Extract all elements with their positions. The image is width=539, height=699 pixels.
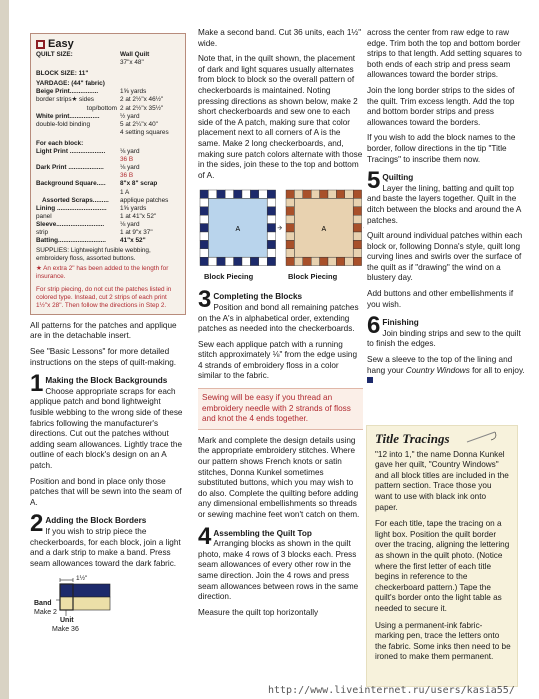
measure-paragraph: Measure the quilt top horizontally	[198, 607, 319, 617]
binding-label: double-fold binding	[36, 120, 91, 128]
checker-square	[208, 258, 216, 266]
title-tracings-box	[366, 425, 518, 687]
sleeve-amount: ⅛ yard	[120, 220, 140, 228]
top-bottom-row	[36, 105, 180, 113]
step-6-number: 6	[367, 315, 381, 340]
checker-square	[353, 190, 361, 198]
dark-print-row	[36, 164, 180, 172]
checker-square	[353, 249, 361, 257]
title-tracings-heading: Title Tracings	[375, 431, 450, 446]
beige-print-label: Beige Print................	[36, 88, 99, 96]
checker-square	[200, 199, 208, 207]
step-3	[198, 289, 363, 339]
lining-row	[36, 205, 180, 213]
step-4	[198, 526, 363, 608]
supplies-note: SUPPLIES: Lightweight fusible webbing, embroidery floss, assorted buttons.	[36, 247, 151, 263]
checker-square	[267, 232, 275, 240]
step-1-heading: Making the Block Backgrounds	[45, 376, 168, 386]
checker-square	[217, 190, 225, 198]
band-width-label: 1½"	[76, 575, 88, 583]
light-print-row	[36, 148, 180, 156]
checker-square	[259, 258, 267, 266]
block-piecing-caption-2: Block Piecing	[288, 272, 338, 282]
step-5	[367, 170, 527, 231]
setting-squares: 4 setting squares	[120, 128, 169, 136]
press-arrow-icon	[278, 226, 282, 230]
step-1-number: 1	[30, 373, 44, 398]
checker-square	[200, 258, 208, 266]
binding-row	[36, 121, 180, 129]
column-3	[367, 28, 527, 392]
step-5-number: 5	[367, 170, 381, 195]
background-square-amount: 8"x 8" scrap	[120, 180, 158, 188]
checker-square	[267, 216, 275, 224]
title-tracings-p2: For each title, tape the tracing on a light box. Position the quilt border over the tracing, aligning the lettering as shown in the quilt photo. (Notice where the first letter of each title begins in reference to the checkerboard pattern.) Tape the quilt's border onto the light table as needed to secure it.	[375, 519, 510, 613]
band-make-label: Make 2	[34, 609, 57, 617]
checker-square	[200, 249, 208, 257]
band-unit-diagram	[30, 576, 186, 634]
checker-square	[286, 258, 294, 266]
background-square-row	[36, 180, 180, 188]
batting-label: Batting...........................	[36, 237, 106, 245]
dark-print-amount: ⅛ yard	[120, 164, 140, 172]
step-1-text-2: Position and bond in place only those patches that will be sewn into the seam of A.	[30, 476, 182, 507]
dark-print-label: Dark Print ....................	[36, 164, 104, 172]
checker-square	[234, 258, 242, 266]
block-names-paragraph: If you wish to add the block names to the border, follow directions in the tip "Title Tracings" to inscribe them now.	[367, 133, 516, 164]
end-mark-icon	[367, 377, 373, 383]
basic-lessons-paragraph: See "Basic Lessons" for more detailed instructions on the steps of quilt-making.	[30, 347, 177, 367]
top-bottom-label: top/bottom	[86, 104, 117, 112]
block-size: BLOCK SIZE: 11"	[36, 70, 89, 78]
column-2	[198, 28, 363, 623]
white-print-row	[36, 113, 180, 121]
checker-square	[345, 190, 353, 198]
step-5-heading: Quilting	[382, 173, 414, 183]
for-each-block-heading: For each block:	[36, 139, 84, 147]
checker-square	[225, 258, 233, 266]
column-1	[30, 0, 186, 634]
white-print-amount: ½ yard	[120, 112, 140, 120]
sleeve-text-b: for all to enjoy.	[469, 365, 525, 375]
step-3-text: Position and bond all remaining patches on the A's in alphabetical order, extending patches as needed into the checkerboards.	[198, 302, 359, 334]
checker-square	[311, 258, 319, 266]
checker-square	[267, 249, 275, 257]
checker-square	[303, 190, 311, 198]
wall-quilt-size: 37"x 48"	[120, 59, 144, 67]
border-sides-size: 2 at 2½"x 46½"	[120, 96, 164, 104]
checker-square	[200, 232, 208, 240]
checker-square	[208, 190, 216, 198]
checker-square	[242, 258, 250, 266]
strip-size: 1 at 9"x 37"	[120, 228, 153, 236]
light-code-row	[36, 156, 180, 164]
step-6	[367, 315, 527, 355]
sleeve-row	[36, 221, 180, 229]
light-print-amount: ⅛ yard	[120, 148, 140, 156]
light-print-code: 36 B	[120, 156, 134, 164]
step-4-number: 4	[198, 525, 212, 550]
quilting-paragraph: Quilt around individual patches within each block or, following Donna's style, quilt long curving lines and swirls over the surface of the quilt as if "drawing" the wind on a blustery day.	[367, 231, 523, 283]
a-patch-label: A	[235, 226, 241, 234]
quilt-size-value-row	[36, 59, 180, 67]
checker-square	[267, 224, 275, 232]
beige-print-amount: 1⅝ yards	[120, 88, 147, 96]
checker-square	[353, 258, 361, 266]
background-code-row	[36, 189, 180, 197]
checker-square	[320, 190, 328, 198]
checker-square	[267, 241, 275, 249]
band-label: Band	[34, 600, 52, 608]
quilt-size-row	[36, 51, 180, 59]
panel-row	[36, 213, 180, 221]
lining-amount: 1⅝ yards	[120, 204, 147, 212]
a-patch-label: A	[321, 226, 327, 234]
checker-square	[242, 190, 250, 198]
step-4-text: Arranging blocks as shown in the quilt photo, make 4 rows of 3 blocks each. Press seam allowances of every other row in the same direction. Join the 4 rows and press seam allowances between rows in the same direction.	[198, 539, 359, 602]
difficulty-label: Easy	[48, 38, 74, 50]
strip-piecing-note: For strip piecing, do not cut the patches listed in colored type. Instead, cut 2 strips of each print 1½"x 28". Then follow the directions in Step 2.	[36, 285, 172, 309]
step-6-text: Join binding strips and sew to the quilt to finish the edges.	[367, 328, 521, 349]
checker-square	[328, 190, 336, 198]
checker-square	[225, 190, 233, 198]
checker-square	[267, 258, 275, 266]
block-piecing-illustration	[196, 186, 364, 272]
materials-box	[30, 33, 186, 315]
checker-square	[294, 190, 302, 198]
checker-square	[200, 207, 208, 215]
binding-edge	[0, 0, 9, 699]
checker-square	[286, 224, 294, 232]
batting-row	[36, 237, 180, 245]
quilt-name-italic: Country Windows	[405, 365, 470, 375]
checker-square	[286, 207, 294, 215]
checker-square	[294, 258, 302, 266]
title-tracings-p1: "12 into 1," the name Donna Kunkel gave her quilt, "Country Windows" and all block titles are included in the pattern section. Trace those you want to use with black ink onto paper.	[375, 449, 509, 512]
step-3-heading: Completing the Blocks	[213, 292, 303, 302]
quilt-size-label: QUILT SIZE:	[36, 51, 73, 58]
strip-label: strip	[36, 228, 49, 236]
checker-square	[353, 224, 361, 232]
checker-square	[267, 207, 275, 215]
step-1-text: Choose appropriate scraps for each applique patch and bond lightweight fusible webbing to the wrong side of these fabrics following the manufacturer's directions. Cut out the patches without adding seam allowances. Lightly trace the outline of each block's design on an A patch.	[30, 386, 183, 470]
checker-square	[286, 241, 294, 249]
checker-square	[303, 258, 311, 266]
wall-quilt-label: Wall Quilt	[120, 51, 150, 58]
trim-borders-paragraph: across the center from raw edge to raw edge. Trim both the top and bottom border strips to that length. Add setting squares to both ends of each strip and press seam allowances toward the border strips.	[367, 28, 522, 80]
checker-square	[250, 190, 258, 198]
long-borders-paragraph: Join the long border strips to the sides of the quilt. Trim excess length. Add the top and bottom border strips and press allowances toward the borders.	[367, 85, 515, 127]
dark-print-code: 36 B	[120, 172, 134, 180]
running-stitch-paragraph: Sew each applique patch with a running stitch approximately ⅛" from the edge using 4 strands of embroidery floss in a color similar to the fabric.	[198, 339, 358, 381]
checker-square	[320, 258, 328, 266]
setting-squares-row	[36, 129, 180, 137]
checker-square	[353, 216, 361, 224]
second-band-paragraph: Make a second band. Cut 36 units, each 1½" wide.	[198, 28, 362, 48]
block-piecing-figure	[196, 186, 363, 286]
lining-label: Lining ............................	[36, 204, 107, 212]
batting-size: 41"x 52"	[120, 237, 146, 245]
sleeve-label: Sleeve...........................	[36, 220, 105, 228]
unit-make-label: Make 36	[52, 626, 79, 634]
step-3-number: 3	[198, 289, 212, 314]
checker-square	[353, 241, 361, 249]
checker-square	[328, 258, 336, 266]
checker-square	[267, 190, 275, 198]
checker-square	[286, 232, 294, 240]
step-4-heading: Assembling the Quilt Top	[213, 528, 312, 538]
checker-square	[345, 258, 353, 266]
title-tracings-p3: Using a permanent-ink fabric-marking pen, trace the letters onto the fabric. Some inks then need to be ironed to make them permanent.	[375, 620, 511, 662]
checker-square	[353, 232, 361, 240]
checker-square	[353, 207, 361, 215]
sleeve-paragraph	[367, 355, 527, 387]
sewing-tip: Sewing will be easy if you thread an embroidery needle with 2 strands of floss and knot the 4 ends together.	[198, 388, 363, 430]
checker-square	[200, 224, 208, 232]
block-piecing-caption-1: Block Piecing	[204, 272, 254, 282]
block-diagram-blue	[200, 190, 282, 266]
background-square-label: Background Square.....	[36, 180, 106, 188]
checker-square	[250, 258, 258, 266]
panel-label: panel	[36, 212, 52, 220]
checker-square	[353, 199, 361, 207]
checker-square	[217, 258, 225, 266]
step-2	[30, 513, 186, 574]
checker-square	[200, 241, 208, 249]
assorted-scraps-label: Assorted Scraps.........	[42, 196, 109, 204]
watermark-url: http://www.liveinternet.ru/users/kasia55/	[268, 685, 515, 696]
checker-square	[286, 190, 294, 198]
difficulty-badge-icon	[36, 40, 45, 49]
step-5-text: Layer the lining, batting and quilt top and baste the layers together. Quilt in the ditch between the blocks and around the A patches.	[367, 183, 521, 225]
panel-size: 1 at 41"x 52"	[120, 212, 157, 220]
checker-square	[267, 199, 275, 207]
background-square-code: 1 A	[120, 188, 130, 196]
step-1	[30, 373, 186, 476]
step-2-number: 2	[30, 513, 44, 538]
yardage-heading: YARDAGE: (44" fabric)	[36, 80, 105, 88]
sleeve-text-a: Sew a sleeve to the top of the lining and hang your	[367, 355, 513, 375]
step-6-heading: Finishing	[382, 318, 419, 328]
dark-code-row	[36, 172, 180, 180]
assorted-scraps-row	[36, 197, 180, 205]
binding-size: 5 at 2¼"x 40"	[120, 120, 158, 128]
white-print-label: White print.................	[36, 112, 100, 120]
checker-square	[286, 199, 294, 207]
checker-square	[200, 216, 208, 224]
needle-icon	[465, 430, 499, 444]
border-strips-label: border strips★ sides	[36, 96, 94, 104]
unit-label: Unit	[60, 617, 74, 625]
checker-square	[286, 249, 294, 257]
extra-length-note: ★ An extra 2" has been added to the length for insurance.	[36, 265, 169, 281]
top-bottom-size: 2 at 2½"x 35½"	[120, 104, 164, 112]
checker-square	[200, 190, 208, 198]
strip-row	[36, 229, 180, 237]
light-print-label: Light Print ....................	[36, 148, 106, 156]
checker-square	[336, 258, 344, 266]
embellishments-paragraph: Add buttons and other embellishments if you wish.	[367, 289, 514, 309]
border-strips-row	[36, 96, 180, 104]
step-2-text: If you wish to strip piece the checkerboards, for each block, join a light and a dark strip to make a band. Press seam allowances toward the dark fabric.	[30, 526, 181, 568]
placement-paragraph: Note that, in the quilt shown, the placement of dark and light squares usually alternates from block to block so the overall pattern of checkerboards is maintained. Noting pressing directions as shown below, make 2 short checkerboards and sew one to each side of the A patch, making sure that color placement next to all corners of A is the same. Make 2 long checkerboards, and, making sure patch colors alternate with those in the sides, join these to the top and bottom of A.	[198, 54, 363, 180]
checker-square	[259, 190, 267, 198]
checker-square	[234, 190, 242, 198]
checker-square	[336, 190, 344, 198]
assorted-scraps-amount: applique patches	[120, 196, 169, 204]
step-2-heading: Adding the Block Borders	[45, 516, 147, 526]
design-details-paragraph: Mark and complete the design details using the appropriate embroidery stitches. Where our pattern shows French knots or satin stitches, Donna Kunkel sometimes substituted buttons, which you may wish to do also. Complete the quilting before adding any dimensional embellishments so threads or sewing machine feet won't catch on them.	[198, 435, 360, 519]
block-diagram-rust	[286, 190, 364, 266]
checker-square	[286, 216, 294, 224]
patterns-paragraph: All patterns for the patches and applique are in the detachable insert.	[30, 320, 177, 341]
difficulty-heading	[36, 38, 180, 50]
checker-square	[311, 190, 319, 198]
